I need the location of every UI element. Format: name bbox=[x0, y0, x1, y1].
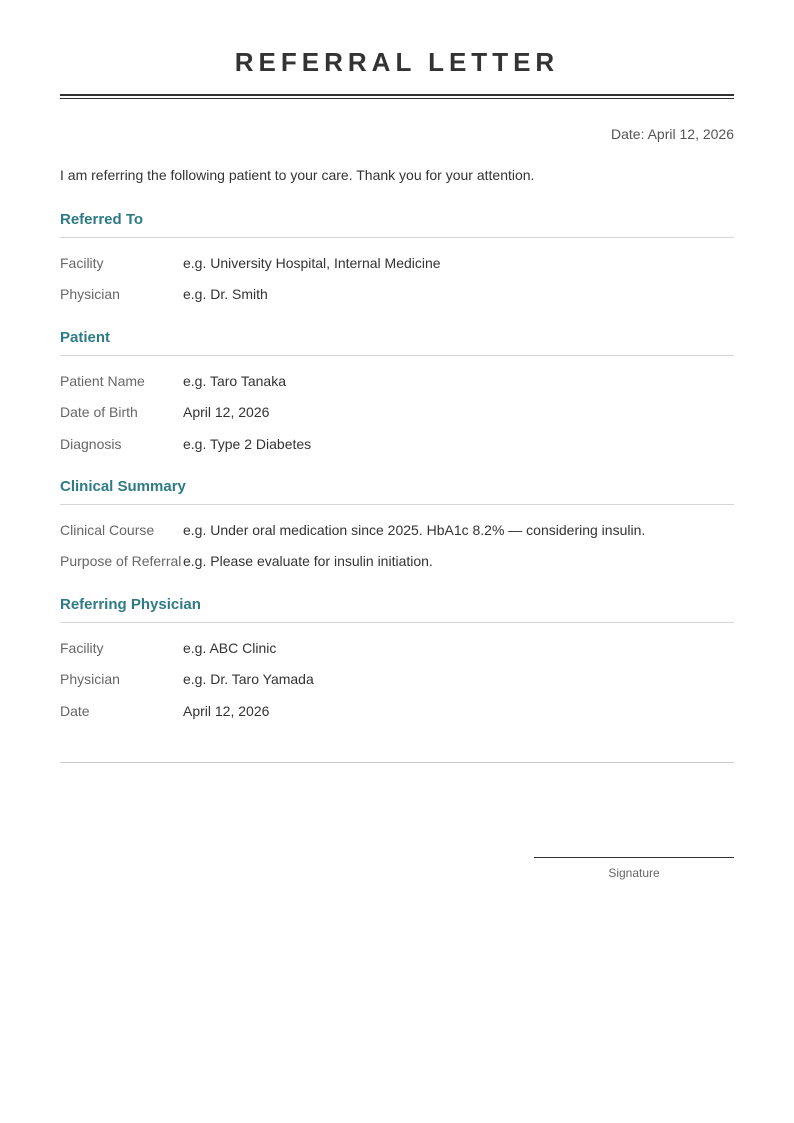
section-rule bbox=[60, 355, 734, 356]
signature-label: Signature bbox=[608, 866, 660, 880]
intro-text: I am referring the following patient to your care. Thank you for your attention. bbox=[60, 167, 535, 183]
row-value: e.g. ABC Clinic bbox=[183, 640, 277, 656]
row-value: April 12, 2026 bbox=[183, 404, 270, 420]
row-label: Clinical Course bbox=[60, 522, 155, 538]
row-value: e.g. Taro Tanaka bbox=[183, 373, 287, 389]
section-title-clinical-summary: Clinical Summary bbox=[60, 478, 186, 495]
row-label: Facility bbox=[60, 640, 104, 656]
section-rule bbox=[60, 622, 734, 623]
letter-date: Date: April 12, 2026 bbox=[611, 126, 734, 142]
section-rule bbox=[60, 237, 734, 238]
section-rule bbox=[60, 504, 734, 505]
row-label: Date bbox=[60, 703, 90, 719]
page-title: REFERRAL LETTER bbox=[234, 47, 560, 77]
row-label: Purpose of Referral bbox=[60, 553, 182, 569]
row-value: e.g. Type 2 Diabetes bbox=[183, 436, 312, 452]
row-value: April 12, 2026 bbox=[183, 703, 270, 719]
section-title-referred-to: Referred To bbox=[60, 211, 144, 228]
row-value: e.g. Under oral medication since 2025. HbA1c 8.2% — considering insulin. bbox=[183, 522, 646, 538]
row-value: e.g. Dr. Smith bbox=[183, 286, 268, 302]
row-label: Patient Name bbox=[60, 373, 145, 389]
row-label: Physician bbox=[60, 286, 120, 302]
row-label: Date of Birth bbox=[60, 404, 138, 420]
signature-line bbox=[534, 857, 734, 858]
row-value: e.g. University Hospital, Internal Medicine bbox=[183, 255, 441, 271]
row-label: Diagnosis bbox=[60, 436, 122, 452]
row-label: Physician bbox=[60, 671, 120, 687]
bottom-divider bbox=[60, 762, 734, 763]
row-value: e.g. Please evaluate for insulin initiation. bbox=[183, 553, 433, 569]
row-value: e.g. Dr. Taro Yamada bbox=[183, 671, 314, 687]
section-title-patient: Patient bbox=[60, 329, 111, 346]
row-label: Facility bbox=[60, 255, 104, 271]
title-double-rule bbox=[60, 94, 734, 99]
section-title-referring-physician: Referring Physician bbox=[60, 596, 201, 613]
